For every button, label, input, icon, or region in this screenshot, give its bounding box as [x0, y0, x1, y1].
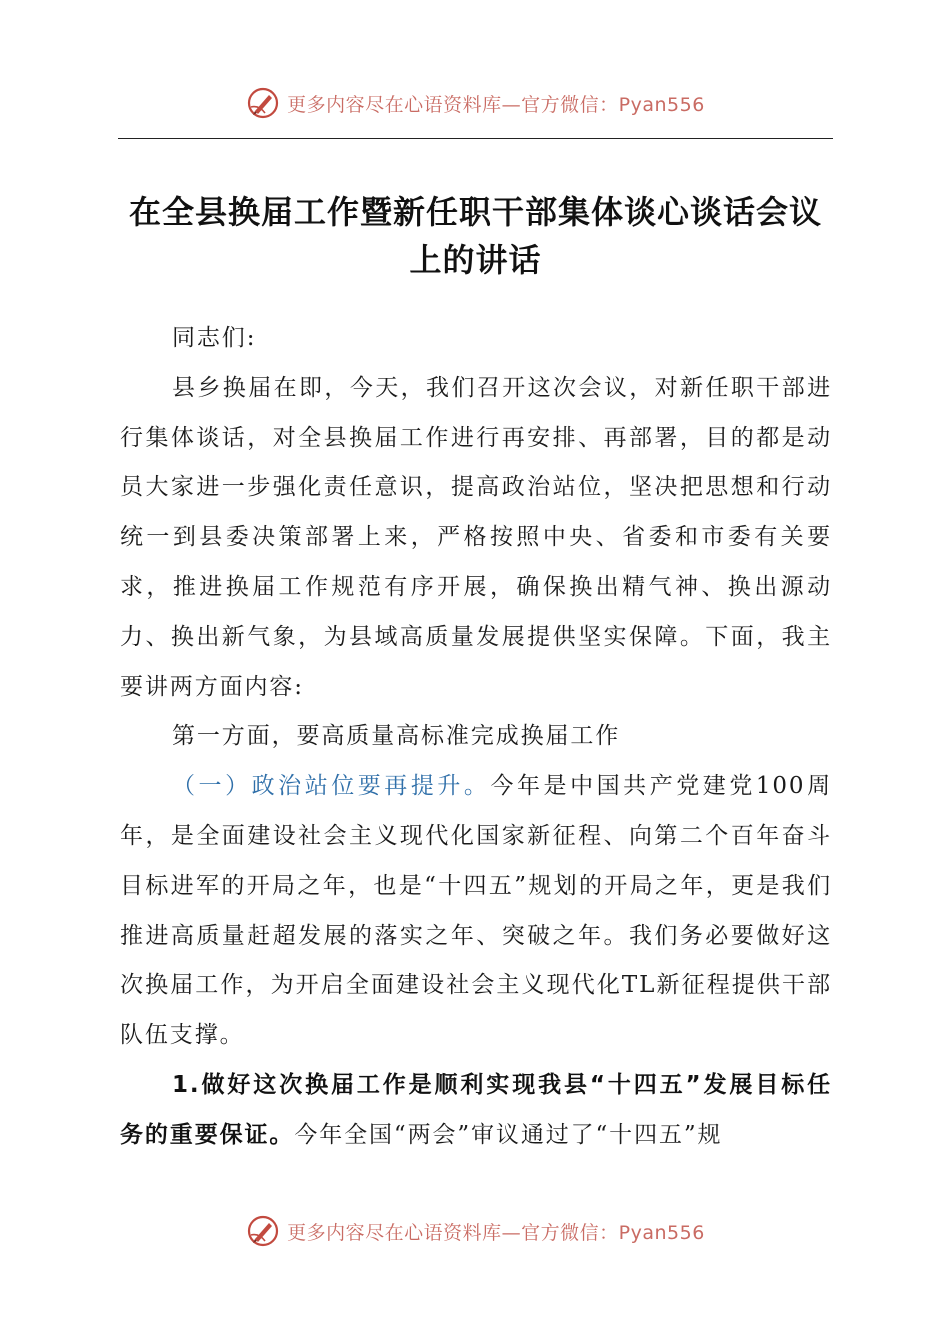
wechat-id: Pyan556 — [618, 1221, 705, 1244]
header-banner — [0, 80, 950, 126]
banner-text: 更多内容尽在心语资料库—官方微信：Pyan556 — [287, 1221, 705, 1244]
paragraph-point1 — [120, 1061, 832, 1161]
wechat-id: Pyan556 — [618, 93, 705, 116]
document-title: 在全县换届工作暨新任职干部集体谈心谈话会议上的讲话 — [128, 193, 822, 279]
sub-heading-1: （一）政治站位要再提升。 — [172, 773, 491, 800]
footer-banner — [0, 1208, 950, 1254]
paragraph-intro: 县乡换届在即，今天，我们召开这次会议，对新任职干部进行集体谈话，对全县换届工作进行再安排、再部署，目的都是动员大家进一步强化责任意识，提高政治站位，坚决把思想和行动统一到县委决策部署上来，严格按照中央、省委和市委有关要求，推进换届工作规范有序开展，确保换出精气神、换出源动力、换出新气象，为县域高质量发展提供坚实保障。下面，我主要讲两方面内容: — [120, 374, 832, 700]
banner-text: 更多内容尽在心语资料库—官方微信：Pyan556 — [287, 93, 705, 116]
point-heading-1: 1.做好这次换届工作是顺利实现我县“十四五”发展目标任务的重要保证。 — [120, 1071, 832, 1148]
section-heading-1: 第一方面，要高质量高标准完成换届工作 — [172, 723, 621, 750]
pen-logo-icon — [245, 85, 281, 121]
salutation: 同志们: — [172, 325, 257, 351]
header-divider — [118, 138, 833, 139]
sub1-text: 今年是中国共产党建党100周年，是全面建设社会主义现代化国家新征程、向第二个百年奋斗目标进军的开局之年，也是“十四五”规划的开局之年，更是我们推进高质量赶超发展的落实之年、突破之年。我们务必要做好这次换届工作，为开启全面建设社会主义现代化TL新征程提供干部队伍支撑。 — [120, 773, 832, 1049]
point1-text: 今年全国“两会”审议通过了“十四五”规 — [294, 1121, 723, 1148]
pen-logo-icon — [245, 1213, 281, 1249]
document-body — [120, 314, 832, 1161]
paragraph-sub1 — [120, 762, 832, 1061]
